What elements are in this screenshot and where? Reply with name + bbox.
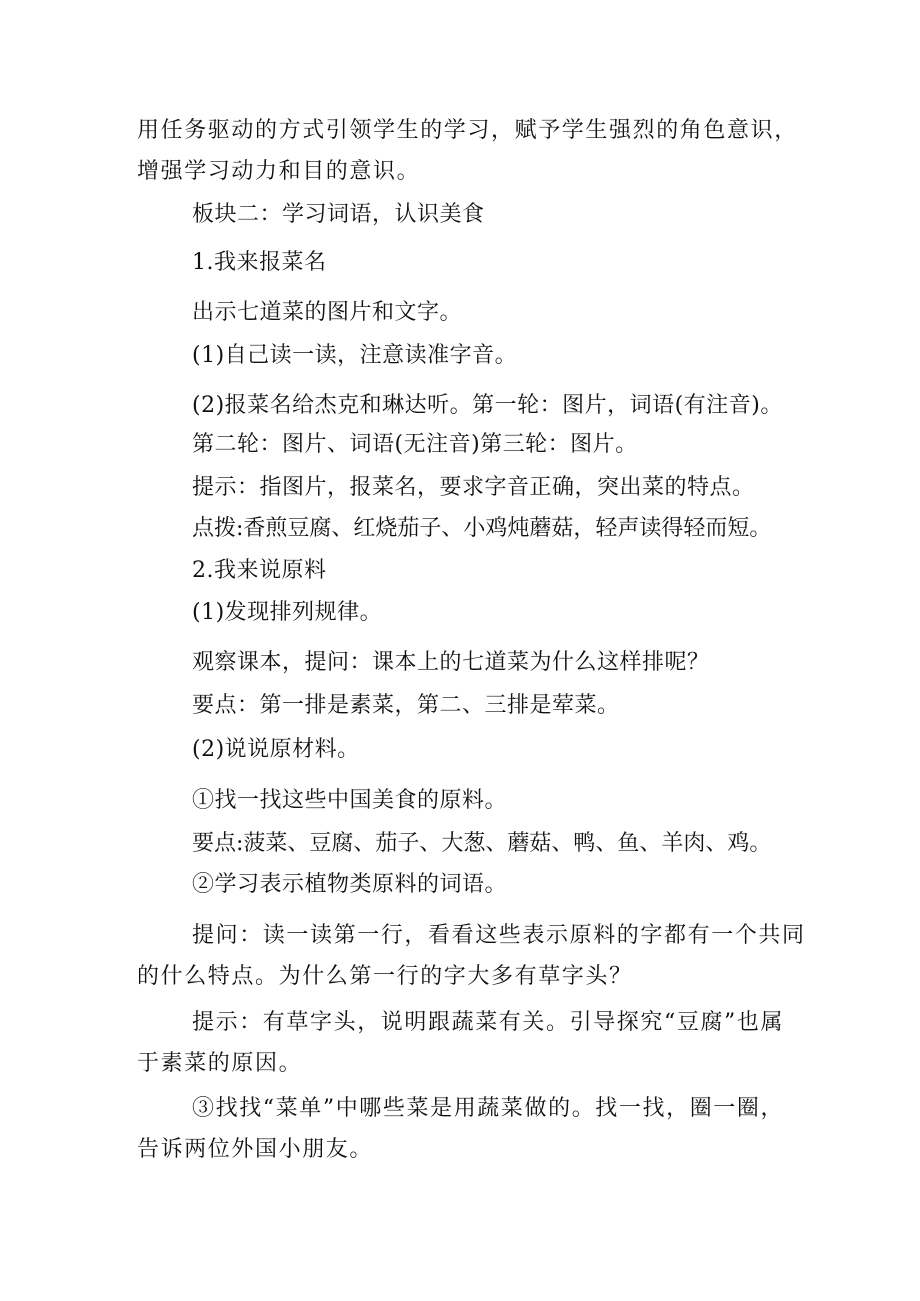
hint-line: 提示：指图片，报菜名，要求字音正确，突出菜的特点。 [192,475,755,500]
paragraph-line: 告诉两位外国小朋友。 [137,1137,374,1162]
paragraph-line: 的什么特点。为什么第一行的字大多有草字头？ [137,964,633,989]
list-item: ②学习表示植物类原料的词语。 [192,872,508,897]
guidance-line: 点拨:香煎豆腐、红烧茄子、小鸡炖蘑菇，轻声读得轻而短。 [192,516,772,541]
paragraph-line: 用任务驱动的方式引领学生的学习，赋予学生强烈的角色意识， [137,118,798,143]
list-item: ③找找“菜单”中哪些菜是用蔬菜做的。找一找，圈一圈， [192,1096,785,1121]
key-point-line: 要点：第一排是素菜，第二、三排是荤菜。 [192,693,620,718]
subheading: 1.我来报菜名 [192,250,327,275]
paragraph-line: 观察课本，提问：课本上的七道菜为什么这样排呢？ [192,650,710,675]
list-item: (1)自己读一读，注意读准字音。 [192,343,518,368]
list-item: (2)报菜名给杰克和琳达听。第一轮：图片，词语(有注音)。 [192,393,783,418]
subheading: 2.我来说原料 [192,558,327,583]
section-heading: 板块二：学习词语，认识美食 [192,202,485,227]
paragraph-line: 增强学习动力和目的意识。 [137,159,421,184]
paragraph-line: 提问：读一读第一行，看看这些表示原料的字都有一个共同 [192,923,806,948]
hint-line: 提示：有草字头，说明跟蔬菜有关。引导探究“豆腐”也属 [192,1010,785,1035]
list-item: (2)说说原材料。 [192,737,360,762]
paragraph-line: 第二轮：图片、词语(无注音)第三轮：图片。 [192,432,638,457]
paragraph-line: 于素菜的原因。 [137,1051,303,1076]
key-point-line: 要点:菠菜、豆腐、茄子、大葱、蘑菇、鸭、鱼、羊肉、鸡。 [192,831,772,856]
paragraph-line: 出示七道菜的图片和文字。 [192,300,463,325]
list-item: (1)发现排列规律。 [192,600,383,625]
list-item: ①找一找这些中国美食的原料。 [192,788,508,813]
